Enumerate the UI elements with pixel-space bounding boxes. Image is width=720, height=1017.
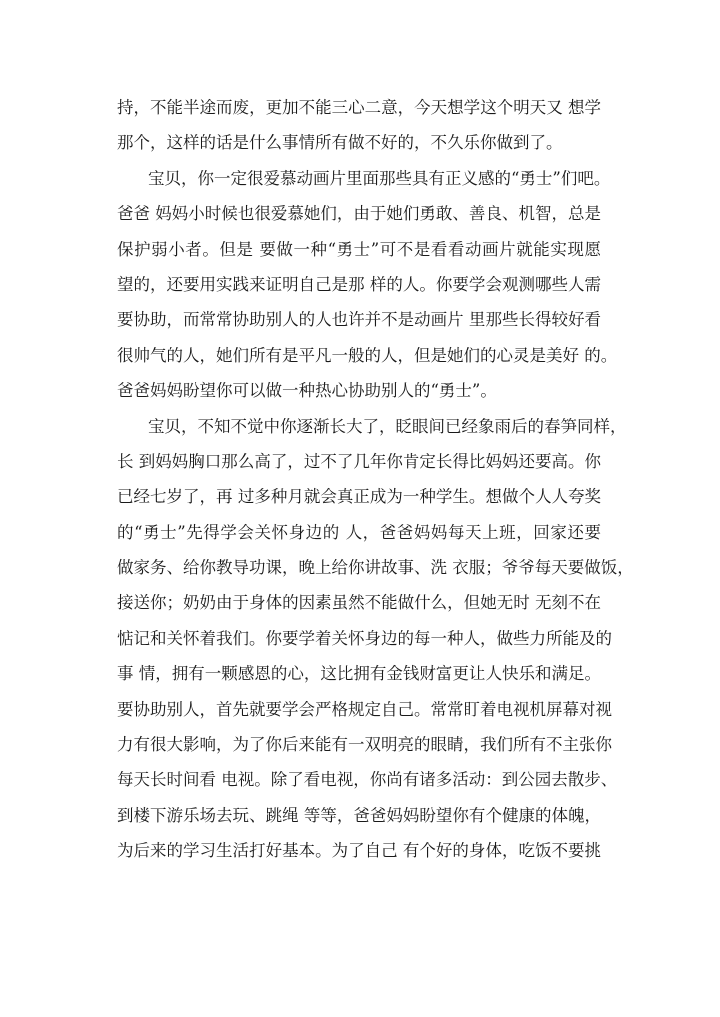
text-line: 很帅气的人，她们所有是平凡一般的人，但是她们的心灵是美好 的。: [117, 345, 618, 365]
text-line: 望的，还要用实践来证明自己是那 样的人。你要学会观测哪些人需: [117, 274, 601, 294]
text-line: 已经七岁了，再 过多种月就会真正成为一种学生。想做个人人夸奖: [117, 487, 601, 507]
text-line: 要协助别人，首先就要学会严格规定自己。常常盯着电视机屏幕对视: [117, 699, 612, 719]
text-line: 爸爸 妈妈小时候也很爱慕她们，由于她们勇敢、善良、机智，总是: [117, 204, 601, 224]
text-line: 力有很大影响，为了你后来能有一双明亮的眼睛，我们所有不主张你: [117, 735, 612, 755]
text-line: 持，不能半途而废，更加不能三心二意，今天想学这个明天又 想学: [117, 98, 601, 117]
text-line: 宝贝，你一定很爱慕动画片里面那些具有正义感的“勇士”们吧。: [148, 168, 611, 188]
text-line: 事 情，拥有一颗感恩的心，这比拥有金钱财富更让人快乐和满足。: [117, 664, 601, 684]
text-line: 爸爸妈妈盼望你可以做一种热心协助别人的“勇士”。: [117, 381, 497, 401]
text-line: 接送你；奶奶由于身体的因素虽然不能做什么，但她无时 无刻不在: [117, 593, 601, 613]
text-line: 的“勇士”先得学会关怀身边的 人，爸爸妈妈每天上班，回家还要: [117, 522, 601, 542]
text-line: 宝贝，不知不觉中你逐渐长大了，眨眼间已经象雨后的春笋同样，: [148, 416, 627, 436]
text-line: 惦记和关怀着我们。你要学着关怀身边的每一种人，做些力所能及的: [117, 628, 612, 648]
text-line: 保护弱小者。但是 要做一种“勇士”可不是看看动画片就能实现愿: [117, 239, 601, 259]
text-line: 那个，这样的话是什么事情所有做不好的，不久乐你做到了。: [117, 133, 563, 153]
body-text: [117, 90, 634, 869]
text-line: 要协助，而常常协助别人的人也许并不是动画片 里那些长得较好看: [117, 310, 601, 330]
text-line: 做家务、给你教导功课，晚上给你讲故事、洗 衣服；爷爷每天要做饭，: [117, 558, 634, 578]
text-line: 为后来的学习生活打好基本。为了自己 有个好的身体，吃饭不要挑: [117, 841, 601, 861]
text-line: 长 到妈妈胸口那么高了，过不了几年你肯定长得比妈妈还要高。你: [117, 451, 601, 471]
text-line: 每天长时间看 电视。除了看电视，你尚有诸多活动：到公园去散步、: [117, 770, 618, 790]
text-line: 到楼下游乐场去玩、跳绳 等等，爸爸妈妈盼望你有个健康的体魄，: [117, 805, 601, 825]
